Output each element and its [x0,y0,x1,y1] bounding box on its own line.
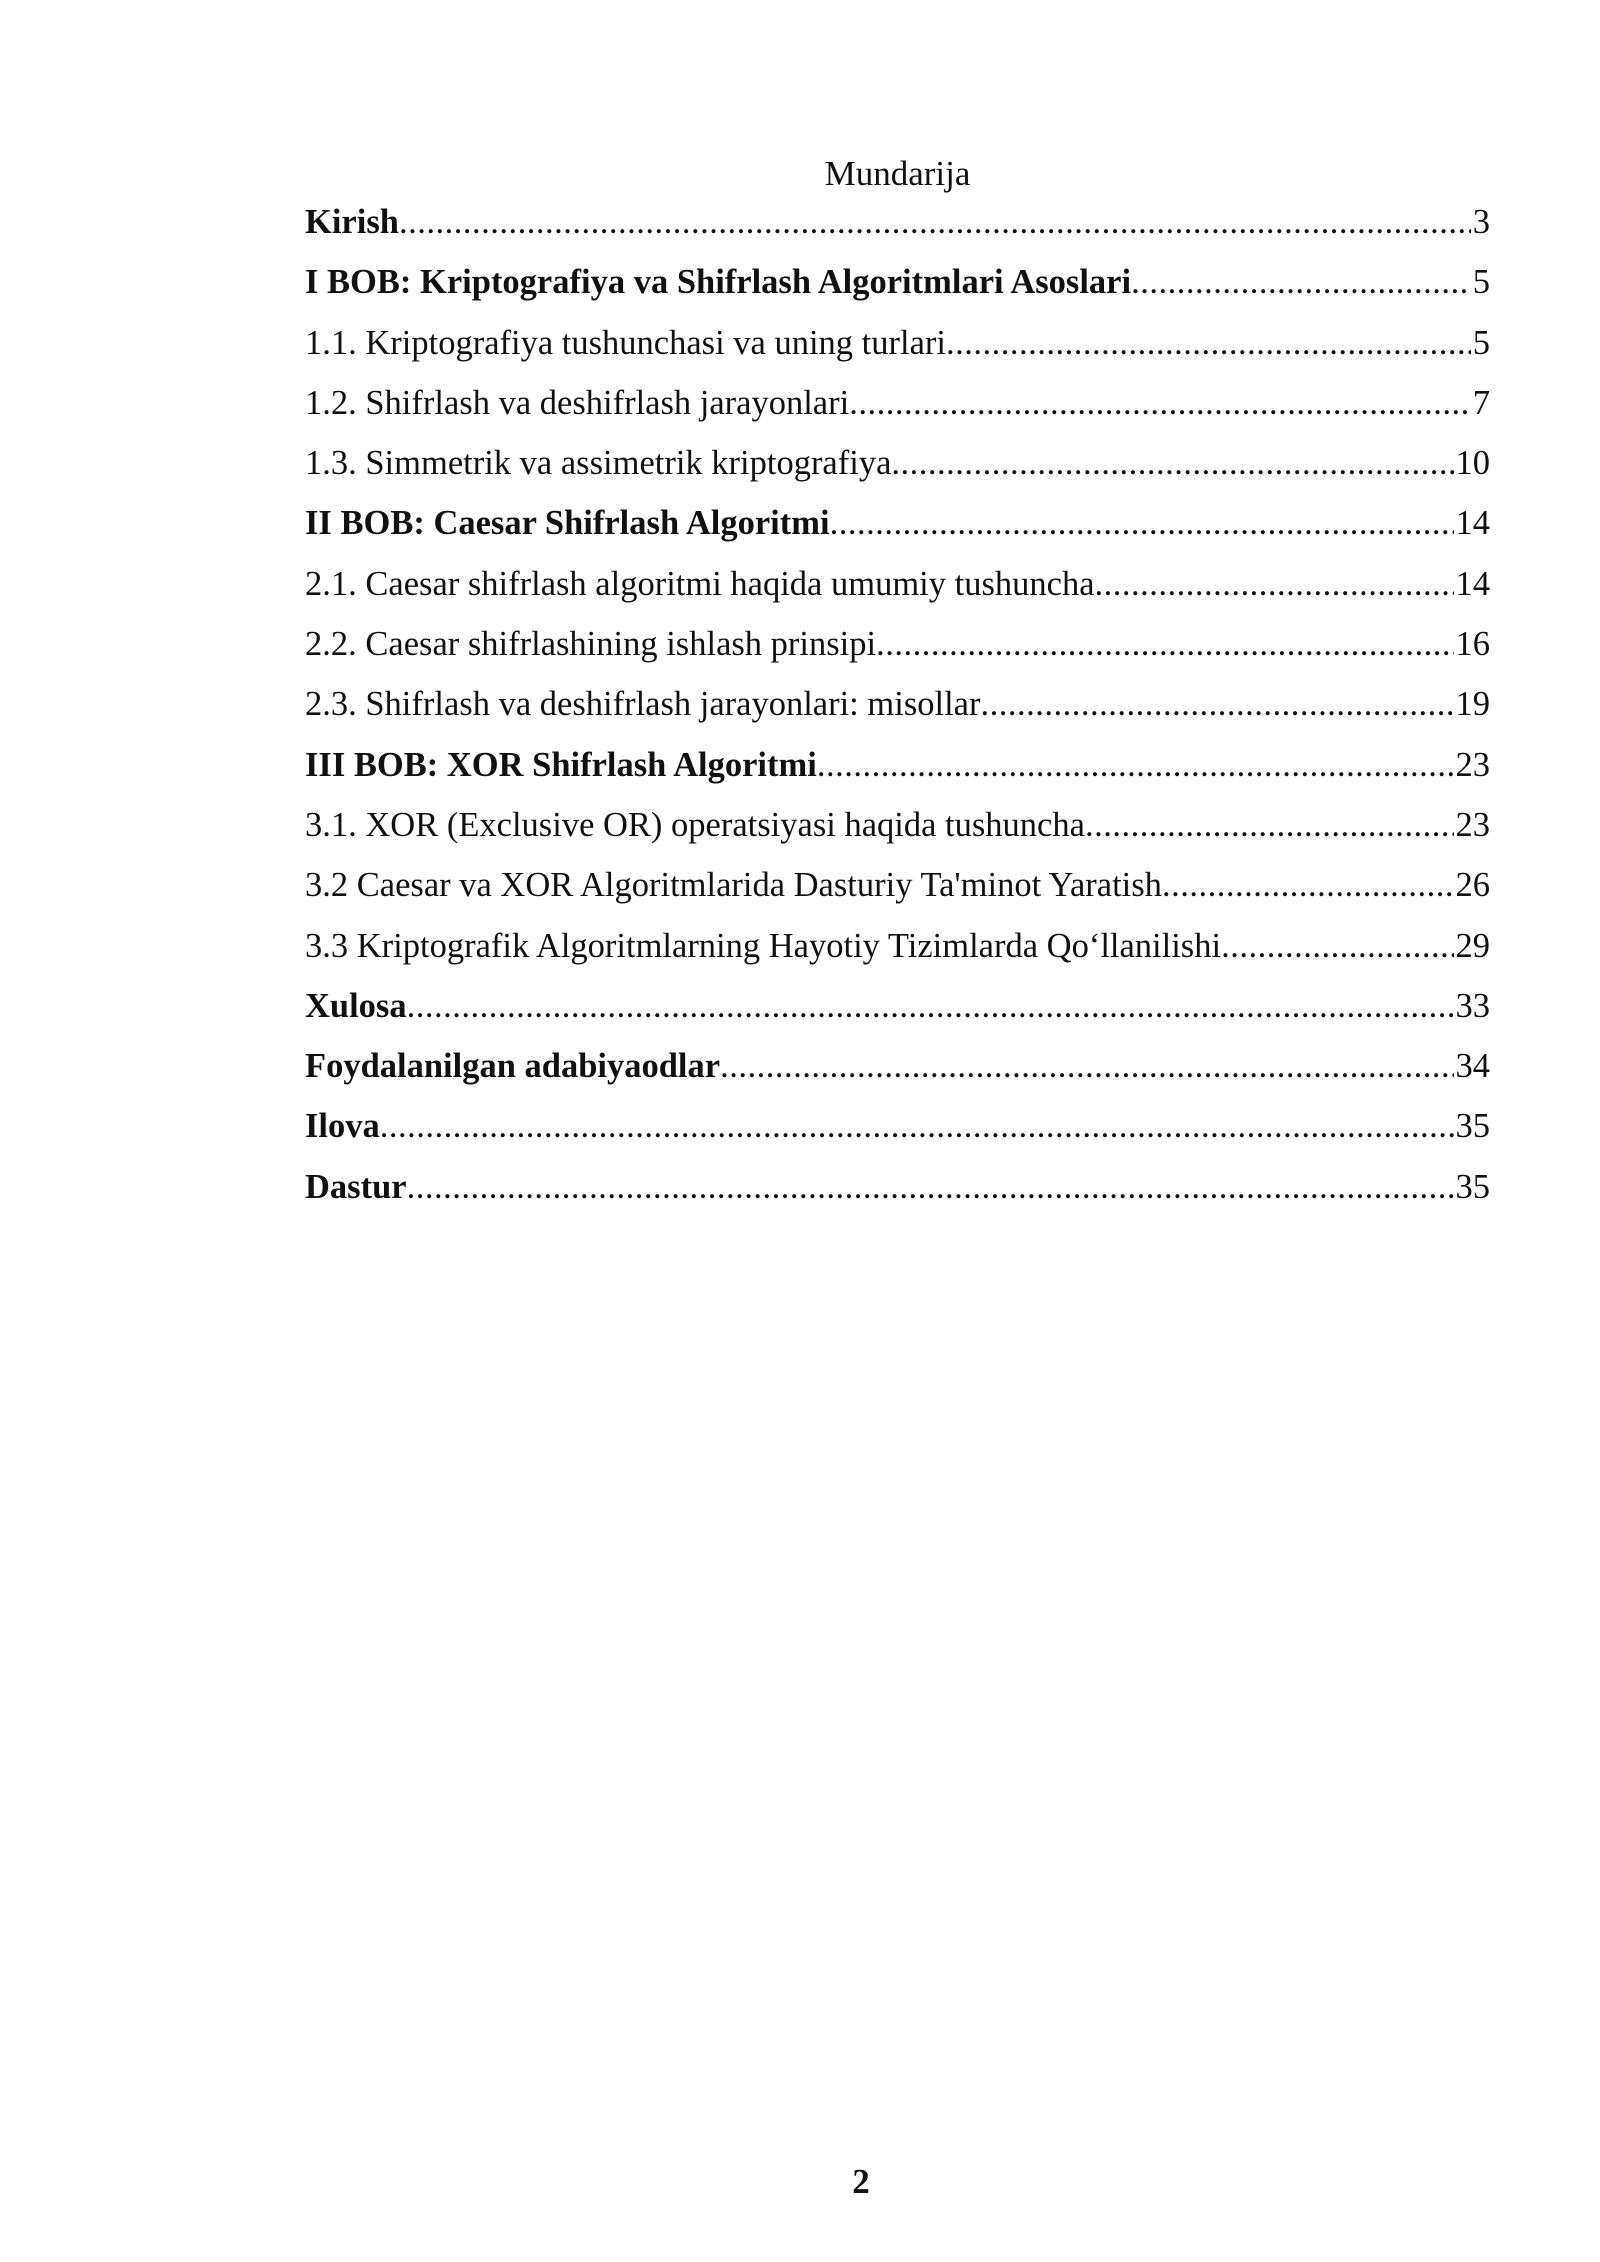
toc-section-entry[interactable] [305,680,1490,740]
toc-entry-label: 3.1. XOR (Exclusive OR) operatsiyasi haqida tushuncha [305,805,1085,844]
toc-entry-label: 2.1. Caesar shifrlash algoritmi haqida umumiy tushuncha [305,564,1095,603]
toc-section-entry[interactable] [305,922,1490,982]
toc-chapter-entry[interactable] [305,982,1490,1042]
toc-entry-label: II BOB: Caesar Shifrlash Algoritmi [305,504,830,543]
toc-entry-label: 1.3. Simmetrik va assimetrik kriptografiya [305,444,892,483]
toc-dot-leader [980,680,1453,728]
toc-entry-label: 2.3. Shifrlash va deshifrlash jarayonlari: misollar [305,685,981,724]
toc-entry-label: Xulosa [305,986,407,1025]
toc-dot-leader [876,620,1453,668]
toc-entry-page-number: 7 [1472,383,1490,422]
toc-entry-page-number: 5 [1472,323,1490,362]
toc-dot-leader [1095,560,1454,608]
toc-chapter-entry[interactable] [305,1102,1490,1162]
toc-chapter-entry[interactable] [305,499,1490,559]
toc-dot-leader [380,1102,1454,1150]
toc-section-entry[interactable] [305,319,1490,379]
toc-dot-leader [720,1042,1453,1090]
toc-chapter-entry[interactable] [305,198,1490,258]
toc-chapter-entry[interactable] [305,1042,1490,1102]
toc-dot-leader [1162,861,1454,909]
page-number: 2 [852,2162,870,2201]
toc-section-entry[interactable] [305,560,1490,620]
toc-chapter-entry[interactable] [305,1163,1490,1223]
toc-dot-leader [407,1163,1454,1211]
toc-dot-leader [1131,258,1471,306]
toc-entry-page-number: 5 [1472,263,1490,302]
toc-dot-leader [830,499,1454,547]
toc-entry-page-number: 14 [1455,504,1490,543]
toc-dot-leader [817,741,1454,789]
toc-section-entry[interactable] [305,379,1490,439]
toc-dot-leader [1085,801,1454,849]
toc-entry-page-number: 34 [1455,1047,1490,1086]
toc-entry-label: Ilova [305,1107,380,1146]
toc-dot-leader [407,982,1454,1030]
toc-entry-page-number: 33 [1455,986,1490,1025]
toc-entry-page-number: 35 [1455,1167,1490,1206]
toc-entry-label: I BOB: Kriptografiya va Shifrlash Algoritmlari Asoslari [305,263,1132,302]
toc-entry-label: III BOB: XOR Shifrlash Algoritmi [305,745,817,784]
toc-entry-page-number: 23 [1455,745,1490,784]
toc-entry-page-number: 3 [1472,203,1490,241]
toc-section-entry[interactable] [305,801,1490,861]
toc-dot-leader [399,198,1471,246]
toc-chapter-entry[interactable] [305,741,1490,801]
toc-entry-label: Kirish [305,203,399,241]
toc-dot-leader [849,379,1471,427]
toc-entry-label: Foydalanilgan adabiyaodlar [305,1047,721,1086]
toc-title: Mundarija [824,154,971,193]
toc-entry-label: 3.3 Kriptografik Algoritmlarning Hayotiy Tizimlarda Qo‘llanilishi [305,926,1222,965]
table-of-contents [305,198,1490,1223]
toc-entry-page-number: 26 [1455,866,1490,905]
toc-entry-label: Dastur [305,1167,407,1206]
toc-entry-page-number: 35 [1455,1107,1490,1146]
toc-dot-leader [1221,922,1453,970]
toc-entry-page-number: 10 [1455,444,1490,483]
toc-entry-label: 3.2 Caesar va XOR Algoritmlarida Dasturiy Ta'minot Yaratish [305,866,1162,905]
toc-entry-label: 1.1. Kriptografiya tushunchasi va uning turlari [305,323,946,362]
toc-section-entry[interactable] [305,439,1490,499]
toc-section-entry[interactable] [305,620,1490,680]
toc-entry-page-number: 23 [1455,805,1490,844]
toc-chapter-entry[interactable] [305,258,1490,318]
toc-section-entry[interactable] [305,861,1490,921]
toc-entry-page-number: 16 [1455,625,1490,664]
toc-entry-label: 1.2. Shifrlash va deshifrlash jarayonlari [305,383,850,422]
toc-entry-label: 2.2. Caesar shifrlashining ishlash prinsipi [305,625,877,664]
toc-entry-page-number: 19 [1455,685,1490,724]
toc-entry-page-number: 14 [1455,564,1490,603]
toc-dot-leader [891,439,1453,487]
toc-dot-leader [946,319,1471,367]
toc-entry-page-number: 29 [1455,926,1490,965]
